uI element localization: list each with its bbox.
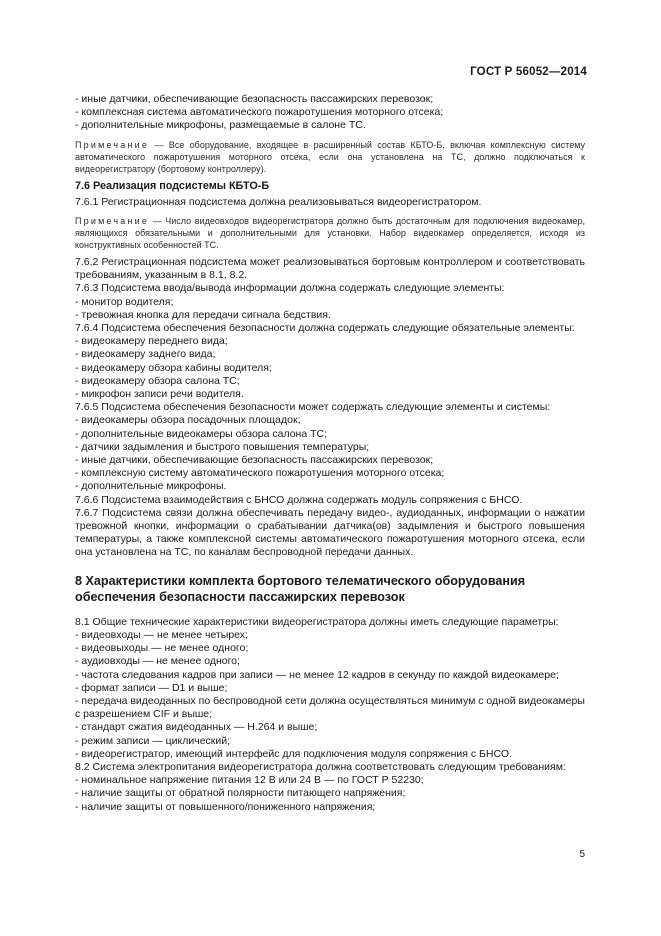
list-item: - комплексная система автоматического пожаротушения моторного отсека; (75, 106, 444, 119)
list-item: - передача видеоданных по беспроводной сети должна осуществляться минимум с одной видеокамеры с разрешением CIF и выше; (75, 694, 585, 721)
list-item: - формат записи — D1 и выше; (75, 681, 228, 694)
note-text: — Все оборудование, входящее в расширенный состав КБТО-Б, включая комплексную систему автоматического пожаротушения моторного отсека, если она установлена на ТС, должно подключаться к видеорегистратору (бортовому контроллеру). (75, 139, 585, 174)
list-item: - датчики задымления и быстрого повышения температуры; (75, 440, 370, 453)
section-8-heading: 8 Характеристики комплекта бортового телематического оборудования обеспечения безопасности пассажирских перевозок (75, 573, 526, 604)
list-item: - видеовходы — не менее четырех; (75, 628, 248, 641)
list-item: - наличие защиты от обратной полярности питающего напряжения; (75, 787, 406, 800)
paragraph-7-6-3: 7.6.3 Подсистема ввода/вывода информации должна содержать следующие элементы: (75, 282, 505, 295)
list-item: - комплексную систему автоматического пожаротушения моторного отсека; (75, 467, 445, 480)
paragraph-8-2: 8.2 Система электропитания видеорегистратора должна соответствовать следующим требованиям: (75, 760, 566, 773)
paragraph-7-6-6: 7.6.6 Подсистема взаимодействия с БНСО должна содержать модуль сопряжения с БНСО. (75, 493, 523, 506)
list-item: - наличие защиты от повышенного/пониженного напряжения; (75, 800, 376, 813)
list-item: - частота следования кадров при записи — не менее 12 кадров в секунду по каждой видеокамере; (75, 668, 559, 681)
list-item: - режим записи — циклический; (75, 734, 231, 747)
paragraph-7-6-4: 7.6.4 Подсистема обеспечения безопасности должна содержать следующие обязательные элементы: (75, 322, 575, 335)
list-item: - дополнительные микрофоны. (75, 480, 227, 493)
list-item: - видеокамеры обзора посадочных площадок; (75, 414, 301, 427)
note-1 (75, 139, 585, 175)
list-item: - монитор водителя; (75, 295, 174, 308)
section-7-6-heading: 7.6 Реализация подсистемы КБТО-Б (75, 179, 270, 192)
list-item: - дополнительные видеокамеры обзора салона ТС; (75, 427, 328, 440)
document-standard-header: ГОСТ Р 56052—2014 (470, 66, 587, 78)
list-item: - видеокамеру обзора салона ТС; (75, 374, 240, 387)
paragraph-8-1: 8.1 Общие технические характеристики видеорегистратора должны иметь следующие параметры: (75, 615, 559, 628)
list-item: - стандарт сжатия видеоданных — H.264 и выше; (75, 721, 318, 734)
paragraph-7-6-2: 7.6.2 Регистрационная подсистема может реализовываться бортовым контроллером и соответствовать требованиям, указанным в 8.1, 8.2. (75, 256, 585, 282)
list-item: - видеорегистратор, имеющий интерфейс для подключения модуля сопряжения с БНСО. (75, 747, 512, 760)
note-label: Примечание (75, 139, 150, 150)
list-item: - номинальное напряжение питания 12 В или 24 В — по ГОСТ Р 52230; (75, 774, 424, 787)
paragraph-7-6-5: 7.6.5 Подсистема обеспечения безопасности может содержать следующие элементы и системы: (75, 401, 551, 414)
paragraph-7-6-7: 7.6.7 Подсистема связи должна обеспечивать передачу видео-, аудиоданных, информации о нажатии тревожной кнопки, информации о срабатывании датчика(ов) задымления и быстрого повышения температуры, а также комплексной системы автоматического пожаротушения моторного отсека, если она установлена на ТС, по каналам беспроводной передачи данных. (75, 506, 585, 559)
note-text: — Число видеовходов видеорегистратора должно быть достаточным для подключения видеокамер, являющихся обязательными и дополнительными для установки. Набор видеокамер определяется, исходя из конструктивных особенностей ТС. (75, 216, 585, 251)
list-item: - иные датчики, обеспечивающие безопасность пассажирских перевозок; (75, 93, 434, 105)
page-number: 5 (579, 849, 585, 860)
list-item: - дополнительные микрофоны, размещаемые в салоне ТС. (75, 119, 366, 132)
top-list (75, 93, 585, 133)
list-item: - микрофон записи речи водителя. (75, 388, 244, 401)
note-2 (75, 215, 585, 251)
list-item: - аудиовходы — не менее одного; (75, 655, 240, 668)
list-item: - видеокамеру заднего вида; (75, 348, 216, 361)
page-content (75, 93, 585, 814)
note-label: Примечание (75, 216, 150, 227)
paragraph-7-6-1: 7.6.1 Регистрационная подсистема должна реализовываться видеорегистратором. (75, 195, 482, 208)
list-item: - видеовыходы — не менее одного; (75, 642, 249, 655)
list-item: - видеокамеру переднего вида; (75, 335, 228, 348)
list-item: - тревожная кнопка для передачи сигнала бедствия. (75, 308, 331, 321)
list-item: - иные датчики, обеспечивающие безопасность пассажирских перевозок; (75, 454, 434, 467)
list-item: - видеокамеру обзора кабины водителя; (75, 361, 272, 374)
